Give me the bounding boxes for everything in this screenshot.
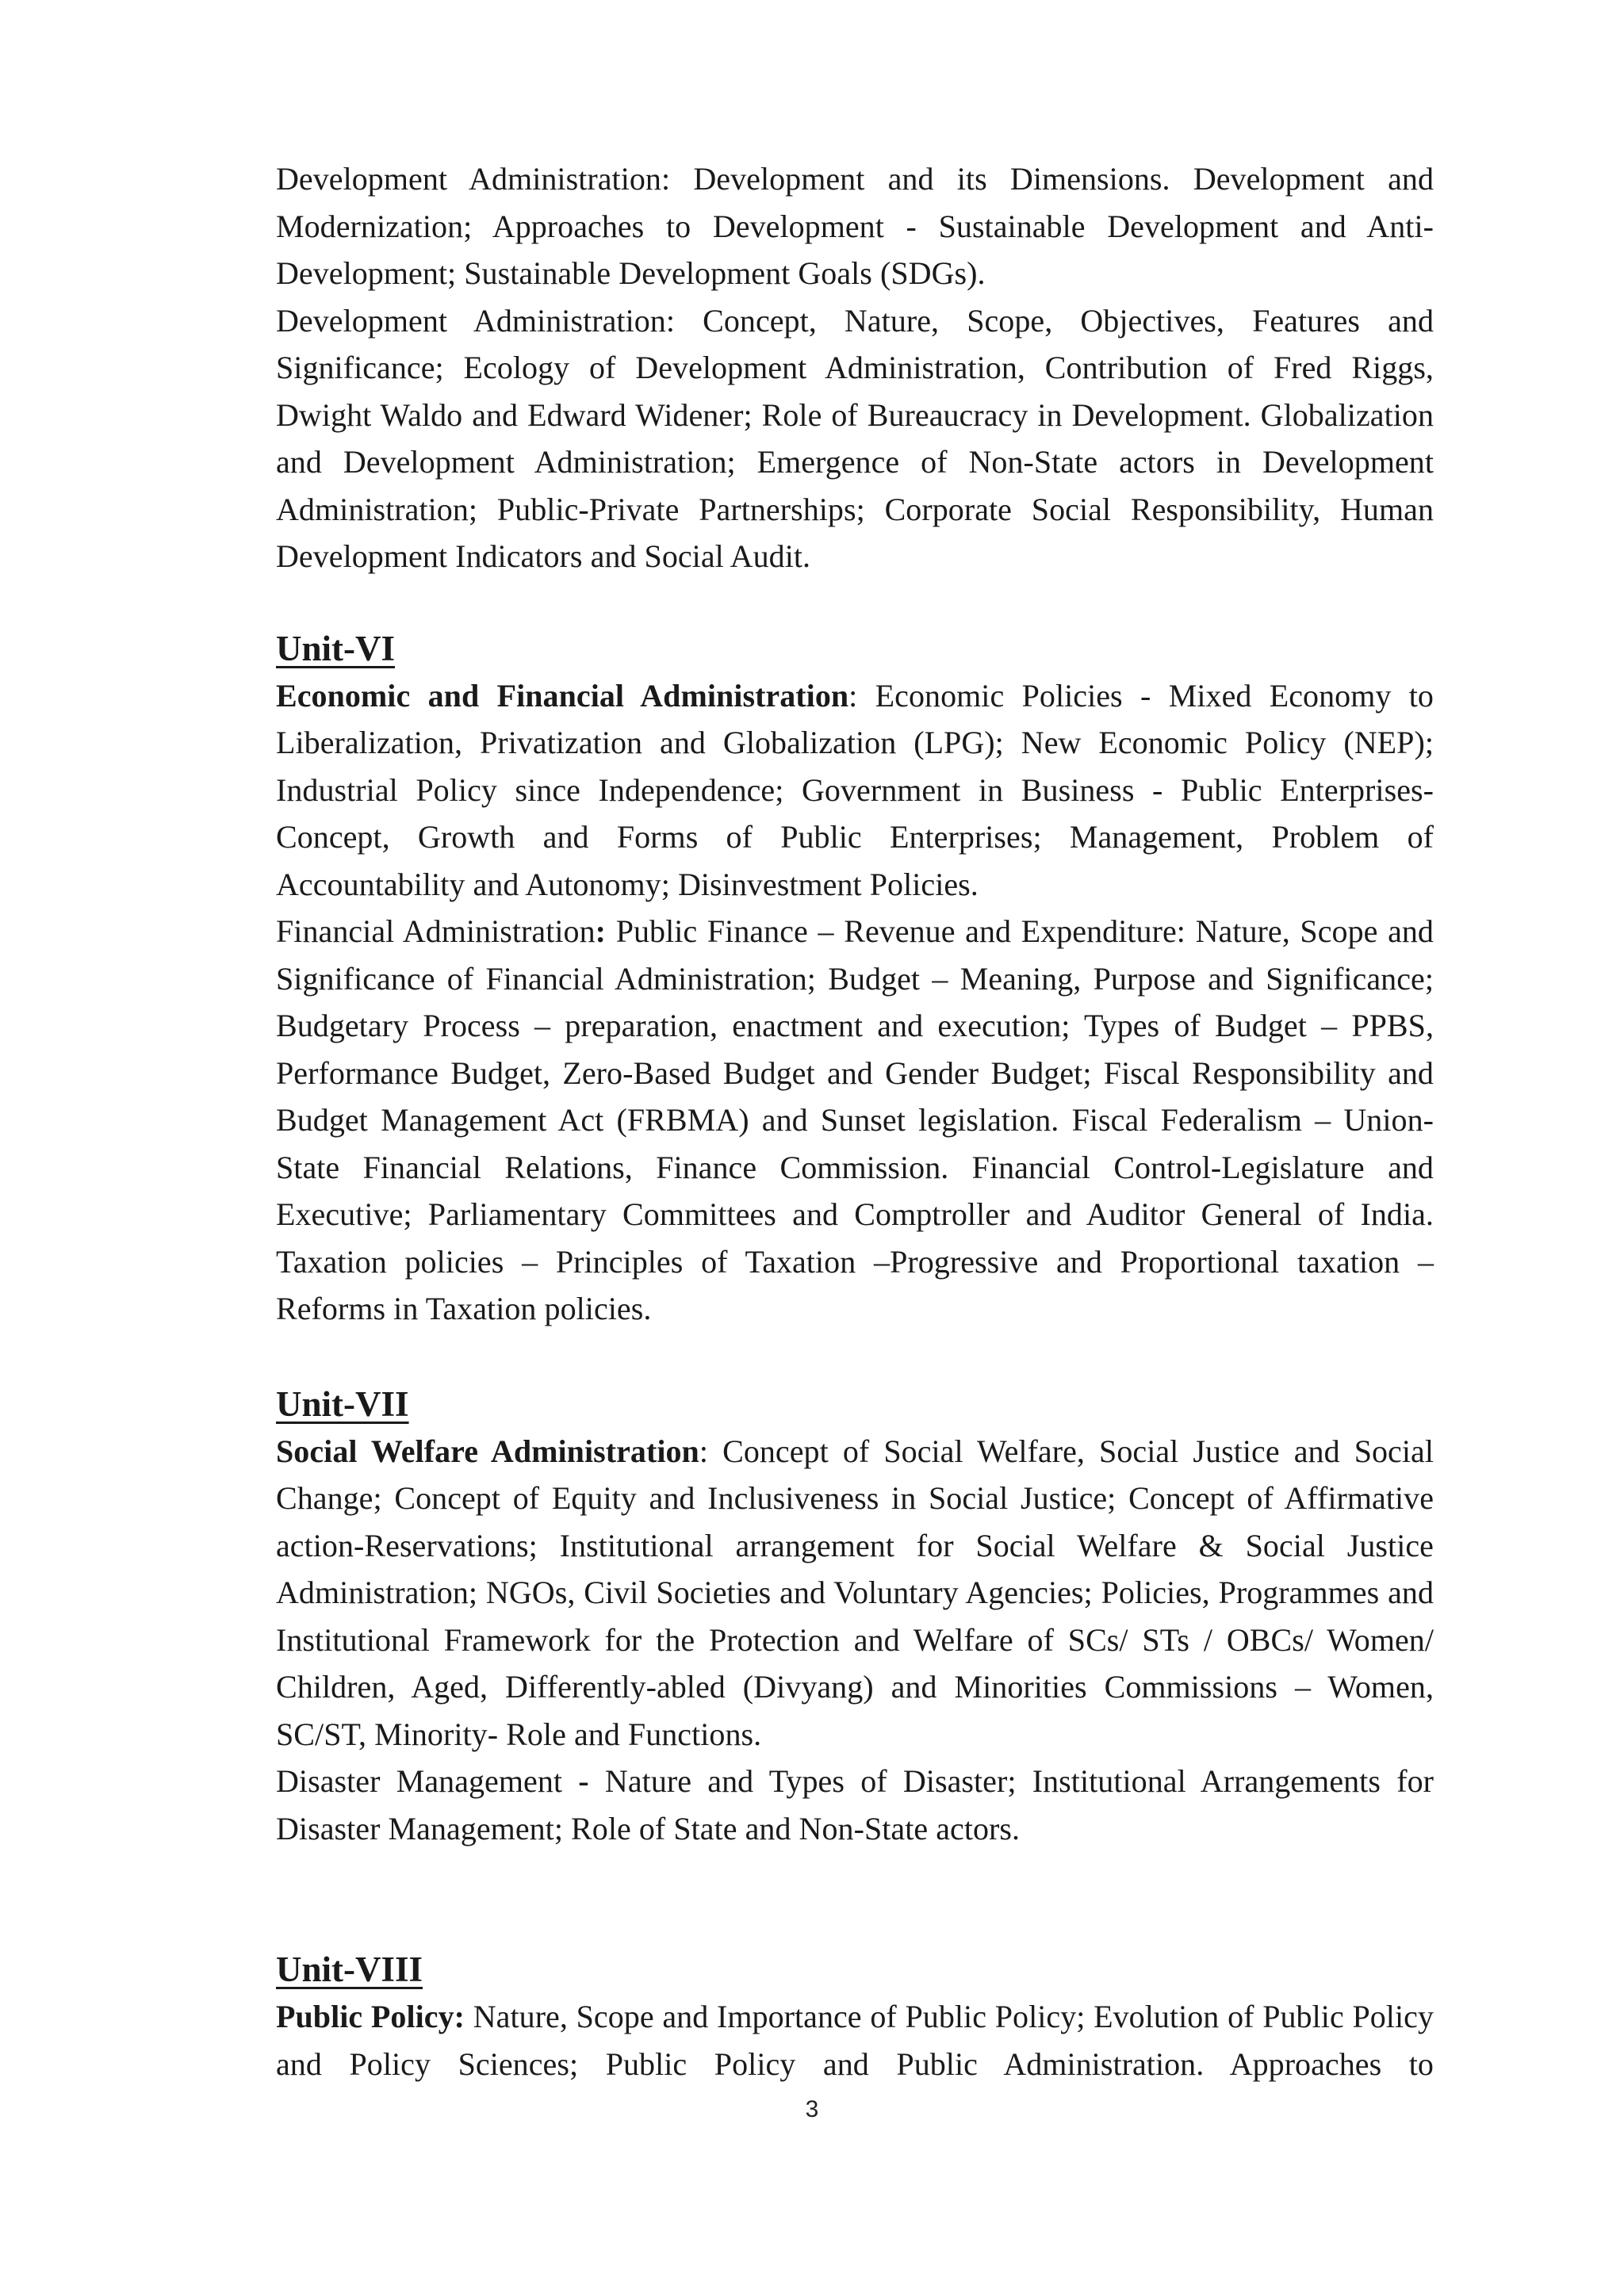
unit-vi-section: [276, 625, 1434, 1333]
unit-vi-paragraph-1: [276, 672, 1434, 909]
unit-vi-paragraph-1-lead: Economic and Financial Administration: [276, 677, 849, 714]
intro-paragraph-1: Development Administration: Development and its Dimensions. Development and Modernization; Approaches to Development - Sustainable Development and Anti-Development; Sustainable Development Goals (SDGs).: [276, 161, 1434, 291]
unit-vii-paragraph-2-lead: Disaster Management: [276, 1763, 579, 1799]
unit-vii-paragraph-1: [276, 1428, 1434, 1758]
unit-vii-paragraph-2-dash: -: [578, 1763, 589, 1799]
unit-vi-paragraph-2: [276, 908, 1434, 1333]
intro-paragraph-2: Development Administration: Concept, Nature, Scope, Objectives, Features and Significance; Ecology of Development Administration, Contribution of Fred Riggs, Dwight Waldo and Edward Widener; Role of Bureaucracy in Development. Globalization and Development Administration; Emergence of Non-State actors in Development Administration; Public-Private Partnerships; Corporate Social Responsibility, Human Development Indicators and Social Audit.: [276, 302, 1434, 574]
unit-vii-paragraph-1-text: : Concept of Social Welfare, Social Justice and Social Change; Concept of Equity and Inclusiveness in Social Justice; Concept of Affirmative action-Reservations; Institutional arrangement for Social Welfare & Social Justice Administration; NGOs, Civil Societies and Voluntary Agencies; Policies, Programmes and Institutional Framework for the Protection and Welfare of SCs/ STs / OBCs/ Women/ Children, Aged, Differently-abled (Divyang) and Minorities Commissions – Women, SC/ST, Minority- Role and Functions.: [276, 1433, 1434, 1752]
unit-viii-paragraph-1-lead: Public Policy:: [276, 1999, 465, 2034]
unit-vii-paragraph-2: [276, 1758, 1434, 1852]
unit-vii-paragraph-1-lead: Social Welfare Administration: [276, 1433, 699, 1469]
unit-vi-paragraph-2-lead: Financial Administration: [276, 913, 596, 949]
unit-viii-heading: Unit-VIII: [276, 1950, 423, 1989]
unit-vi-paragraph-2-text: Public Finance – Revenue and Expenditure: Nature, Scope and Significance of Financial Administration; Budget – Meaning, Purpose and Significance; Budgetary Process – preparation, enactment and execution; Types of Budget – PPBS, Performance Budget, Zero-Based Budget and Gender Budget; Fiscal Responsibility and Budget Management Act (FRBMA) and Sunset legislation. Fiscal Federalism – Union-State Financial Relations, Finance Commission. Financial Control-Legislature and Executive; Parliamentary Committees and Comptroller and Auditor General of India. Taxation policies – Principles of Taxation –Progressive and Proportional taxation – Reforms in Taxation policies.: [276, 913, 1434, 1326]
document-body: [276, 155, 1434, 2087]
unit-vi-paragraph-1-text: : Economic Policies - Mixed Economy to Liberalization, Privatization and Globalization (LPG); New Economic Policy (NEP); Industrial Policy since Independence; Government in Business - Public Enterprises-Concept, Growth and Forms of Public Enterprises; Management, Problem of Accountability and Autonomy; Disinvestment Policies.: [276, 677, 1434, 902]
unit-viii-paragraph-1: [276, 1993, 1434, 2087]
page-number: 3: [805, 2096, 819, 2122]
unit-vi-paragraph-2-colon: :: [595, 913, 607, 949]
unit-vii-section: [276, 1380, 1434, 1853]
unit-vi-heading: Unit-VI: [276, 628, 396, 668]
unit-viii-section: [276, 1946, 1434, 2087]
unit-vii-heading: Unit-VII: [276, 1383, 409, 1424]
unit-viii-paragraph-1-text: Nature, Scope and Importance of Public Policy; Evolution of Public Policy and Policy Sciences; Public Policy and Public Administration. Approaches to: [276, 1999, 1434, 2082]
unit-vii-paragraph-2-text: Nature and Types of Disaster; Institutional Arrangements for Disaster Management; Role of State and Non-State actors.: [276, 1763, 1434, 1846]
